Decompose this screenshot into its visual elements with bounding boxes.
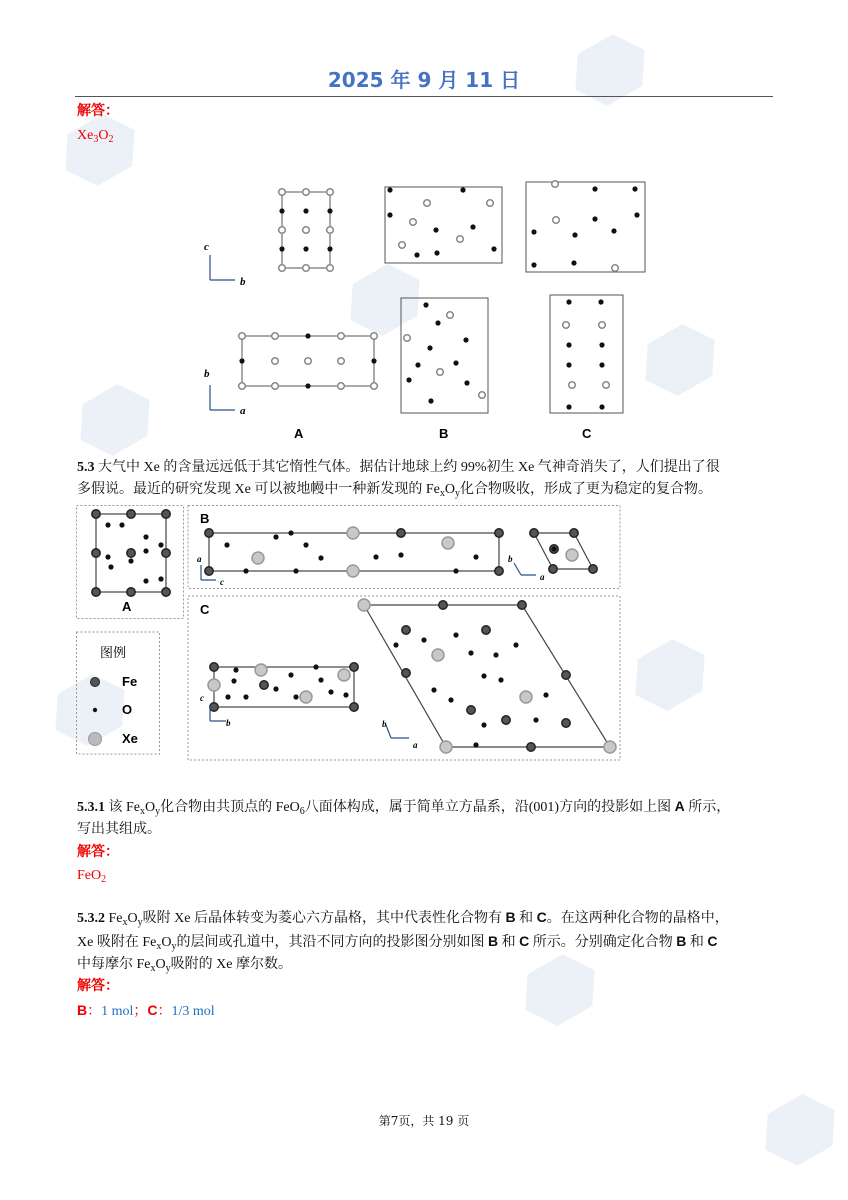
atom-grey — [327, 227, 334, 234]
atom-dark — [406, 377, 411, 382]
atom-dark — [473, 742, 478, 747]
q53-text: 5.3 大气中 Xe 的含量远远低于其它惰性气体。据估计地球上约 99%初生 Xe 气神奇消失了，人们提出了很 多假说。最近的研究发现 Xe 可以被地幔中一种新发现的 $Fe_xO_y$化合物吸收，形成了更为稳定的复合物。 — [77, 460, 720, 499]
atom-fe — [570, 529, 578, 537]
atom-dark — [143, 578, 148, 583]
figure-label-a: A — [122, 599, 132, 614]
atom-grey — [279, 265, 286, 272]
atom-dark — [464, 380, 469, 385]
atom-grey — [303, 189, 310, 196]
axis-label: b — [382, 719, 387, 729]
atom-dark — [435, 320, 440, 325]
atom-dark — [470, 224, 475, 229]
atom-dark — [611, 228, 616, 233]
atom-grey — [327, 265, 334, 272]
atom-xe — [566, 549, 578, 561]
atom-fe — [518, 601, 526, 609]
answer-label: 解答： — [77, 979, 119, 994]
atom-grey — [410, 219, 417, 226]
atom-dark — [328, 689, 333, 694]
axis-label: b — [204, 368, 210, 380]
figure-label-c: C — [200, 602, 210, 617]
atom-dark — [599, 362, 604, 367]
atom-dark — [119, 522, 124, 527]
atom-xe — [338, 669, 350, 681]
figure-label-b: B — [200, 511, 210, 526]
atom-dark — [498, 677, 503, 682]
atom-dark — [566, 299, 571, 304]
atom-grey — [305, 358, 312, 365]
atom-grey — [279, 189, 286, 196]
axis-label: c — [220, 577, 224, 587]
axis-label: a — [197, 554, 202, 564]
atom-fe — [495, 567, 503, 575]
atom-dark — [531, 229, 536, 234]
atom-xe — [208, 679, 220, 691]
atom-dark — [158, 576, 163, 581]
atom-dark — [513, 642, 518, 647]
atom-dark — [273, 534, 278, 539]
atom-fe — [402, 669, 410, 677]
figure-fexoy-structures — [76, 505, 626, 765]
atom-fe — [402, 626, 410, 634]
atom-dark — [143, 534, 148, 539]
atom-dark — [105, 522, 110, 527]
atom-xe — [442, 537, 454, 549]
atom-dark — [225, 694, 230, 699]
axis-label: c — [204, 241, 209, 253]
atom-dark — [598, 299, 603, 304]
legend-fe: Fe — [122, 674, 138, 689]
atom-dark — [592, 186, 597, 191]
atom-grey — [303, 227, 310, 234]
atom-fe — [527, 743, 535, 751]
atom-xe — [252, 552, 264, 564]
atom-fe — [92, 588, 100, 596]
atom-grey — [457, 236, 464, 243]
atom-dark — [468, 650, 473, 655]
atom-grey — [563, 322, 570, 329]
atom-grey — [599, 322, 606, 329]
atom-fe — [127, 588, 135, 596]
atom-xe — [300, 691, 312, 703]
atom-xe — [358, 599, 370, 611]
legend-xe-icon — [89, 733, 102, 746]
atom-fe — [210, 703, 218, 711]
atom-xe — [520, 691, 532, 703]
atom-dark — [428, 398, 433, 403]
atom-fe — [562, 671, 570, 679]
axis-label: a — [413, 740, 418, 750]
atom-grey — [303, 265, 310, 272]
atom-dark — [543, 692, 548, 697]
atom-grey — [603, 382, 610, 389]
atom-grey — [371, 383, 378, 390]
answer-label: 解答： — [77, 845, 119, 860]
atom-dark — [293, 694, 298, 699]
atom-dark — [387, 187, 392, 192]
atom-grey — [569, 382, 576, 389]
atom-grey — [437, 369, 444, 376]
atom-grey — [424, 200, 431, 207]
atom-fe — [162, 510, 170, 518]
atom-dark — [493, 652, 498, 657]
atom-dark — [431, 687, 436, 692]
atom-dark — [551, 546, 556, 551]
figure-label-a: A — [294, 426, 304, 441]
atom-dark — [393, 642, 398, 647]
atom-dark — [572, 232, 577, 237]
atom-dark — [108, 564, 113, 569]
atom-grey — [272, 383, 279, 390]
atom-dark — [231, 678, 236, 683]
watermark — [620, 629, 719, 721]
atom-dark — [398, 552, 403, 557]
atom-dark — [387, 212, 392, 217]
atom-fe — [549, 565, 557, 573]
atom-dark — [243, 568, 248, 573]
atom-dark — [303, 246, 308, 251]
atom-fe — [350, 703, 358, 711]
atom-dark — [288, 530, 293, 535]
atom-dark — [158, 542, 163, 547]
atom-fe — [127, 510, 135, 518]
figure-label-c: C — [582, 426, 592, 441]
atom-grey — [327, 189, 334, 196]
atom-grey — [338, 383, 345, 390]
atom-dark — [566, 362, 571, 367]
atom-dark — [305, 333, 310, 338]
atom-xe — [347, 527, 359, 539]
atom-dark — [433, 227, 438, 232]
atom-dark — [128, 558, 133, 563]
atom-dark — [373, 554, 378, 559]
atom-xe — [604, 741, 616, 753]
legend-xe: Xe — [122, 731, 138, 746]
atom-grey — [479, 392, 486, 399]
axis-icon — [210, 255, 235, 410]
atom-dark — [243, 694, 248, 699]
atom-dark — [531, 262, 536, 267]
atom-dark — [427, 345, 432, 350]
atom-grey — [272, 333, 279, 340]
atom-xe — [255, 664, 267, 676]
legend-o-icon — [93, 708, 97, 712]
atom-fe — [210, 663, 218, 671]
atom-dark — [453, 360, 458, 365]
atom-fe — [439, 601, 447, 609]
figure-projections-abc — [190, 175, 660, 445]
atom-dark — [421, 637, 426, 642]
atom-dark — [105, 554, 110, 559]
atom-fe — [562, 719, 570, 727]
atom-fe — [162, 549, 170, 557]
atom-dark — [288, 672, 293, 677]
atom-dark — [318, 555, 323, 560]
atom-fe — [127, 549, 135, 557]
atom-grey — [239, 333, 246, 340]
atom-grey — [399, 242, 406, 249]
atom-dark — [313, 664, 318, 669]
atom-dark — [448, 697, 453, 702]
atom-dark — [632, 186, 637, 191]
page-footer: 第7页，共 19 页 — [378, 1114, 470, 1128]
atom-fe — [495, 529, 503, 537]
atom-fe — [502, 716, 510, 724]
atom-dark — [233, 667, 238, 672]
watermark — [65, 374, 164, 466]
page-title: 2025 年 9 月 11 日 — [327, 68, 521, 92]
watermark — [750, 1084, 848, 1176]
atom-fe — [205, 567, 213, 575]
atom-dark — [303, 208, 308, 213]
atom-grey — [553, 217, 560, 224]
atom-dark — [293, 568, 298, 573]
atom-dark — [327, 246, 332, 251]
atom-dark — [491, 246, 496, 251]
legend-title: 图例 — [100, 645, 127, 660]
axis-label: b — [240, 276, 246, 288]
atom-fe — [92, 510, 100, 518]
axis-label: c — [200, 693, 204, 703]
atom-grey — [487, 200, 494, 207]
atom-grey — [272, 358, 279, 365]
atom-dark — [460, 187, 465, 192]
atom-grey — [239, 383, 246, 390]
atom-grey — [279, 227, 286, 234]
atom-dark — [273, 686, 278, 691]
answer-label: 解答： — [77, 104, 119, 119]
atom-dark — [224, 542, 229, 547]
figure-label-b: B — [439, 426, 449, 441]
atom-grey — [404, 335, 411, 342]
answer-xe3o2: $Xe_3O_2$ — [77, 128, 114, 145]
atom-dark — [303, 542, 308, 547]
atom-dark — [343, 692, 348, 697]
axis-label: a — [240, 405, 246, 417]
atom-dark — [415, 362, 420, 367]
atom-dark — [481, 673, 486, 678]
atom-fe — [530, 529, 538, 537]
atom-grey — [447, 312, 454, 319]
legend-o: O — [122, 702, 133, 717]
axis-label: b — [226, 718, 231, 728]
atom-dark — [566, 404, 571, 409]
q532-text: 5.3.2 $Fe_xO_y$吸附 Xe 后晶体转变为菱心六方晶格，其中代表性化合物有 B 和 C。在这两种化合物的晶格中， Xe 吸附在 $Fe_xO_y$的层间或孔道中，其沿不同方向的投影图分别如图 B 和 C 所示。分别确定化合物 B 和 C 中每摩尔 $Fe_xO_y$吸附的 Xe 摩尔数。 — [77, 909, 729, 974]
atom-xe — [440, 741, 452, 753]
atom-dark — [571, 260, 576, 265]
atom-dark — [305, 383, 310, 388]
atom-dark — [463, 337, 468, 342]
atom-grey — [552, 181, 559, 188]
legend-fe-icon — [91, 678, 100, 687]
atom-dark — [599, 342, 604, 347]
atom-dark — [239, 358, 244, 363]
atom-fe — [397, 529, 405, 537]
atom-dark — [533, 717, 538, 722]
header-divider — [75, 96, 773, 97]
atom-dark — [434, 250, 439, 255]
atom-dark — [279, 246, 284, 251]
atom-grey — [371, 333, 378, 340]
atom-fe — [482, 626, 490, 634]
atom-dark — [481, 722, 486, 727]
atom-grey — [338, 333, 345, 340]
atom-dark — [327, 208, 332, 213]
answer-xe-moles: B：1 mol；C：1/3 mol — [77, 1002, 215, 1019]
atom-dark — [473, 554, 478, 559]
atom-xe — [347, 565, 359, 577]
atom-dark — [279, 208, 284, 213]
atom-dark — [414, 252, 419, 257]
atom-dark — [453, 568, 458, 573]
atom-fe — [589, 565, 597, 573]
atom-grey — [338, 358, 345, 365]
axis-label: a — [540, 572, 545, 582]
atom-fe — [467, 706, 475, 714]
atom-dark — [318, 677, 323, 682]
atom-fe — [92, 549, 100, 557]
atom-dark — [566, 342, 571, 347]
atom-dark — [143, 548, 148, 553]
atom-fe — [162, 588, 170, 596]
atom-fe — [205, 529, 213, 537]
atom-dark — [453, 632, 458, 637]
q531-text: 5.3.1 该 $Fe_xO_y$化合物由共顶点的 FeO$_6$八面体构成，属于简单立方晶系，沿(001)方向的投影如上图 A 所示， 写出其组成。 — [77, 798, 731, 837]
atom-dark — [371, 358, 376, 363]
atom-dark — [592, 216, 597, 221]
atom-dark — [599, 404, 604, 409]
atom-grey — [612, 265, 619, 272]
atom-fe — [260, 681, 268, 689]
atom-xe — [432, 649, 444, 661]
atom-fe — [350, 663, 358, 671]
atom-dark — [423, 302, 428, 307]
atom-dark — [634, 212, 639, 217]
axis-label: b — [508, 554, 513, 564]
answer-feo2: FeO$_2$ — [77, 868, 107, 885]
